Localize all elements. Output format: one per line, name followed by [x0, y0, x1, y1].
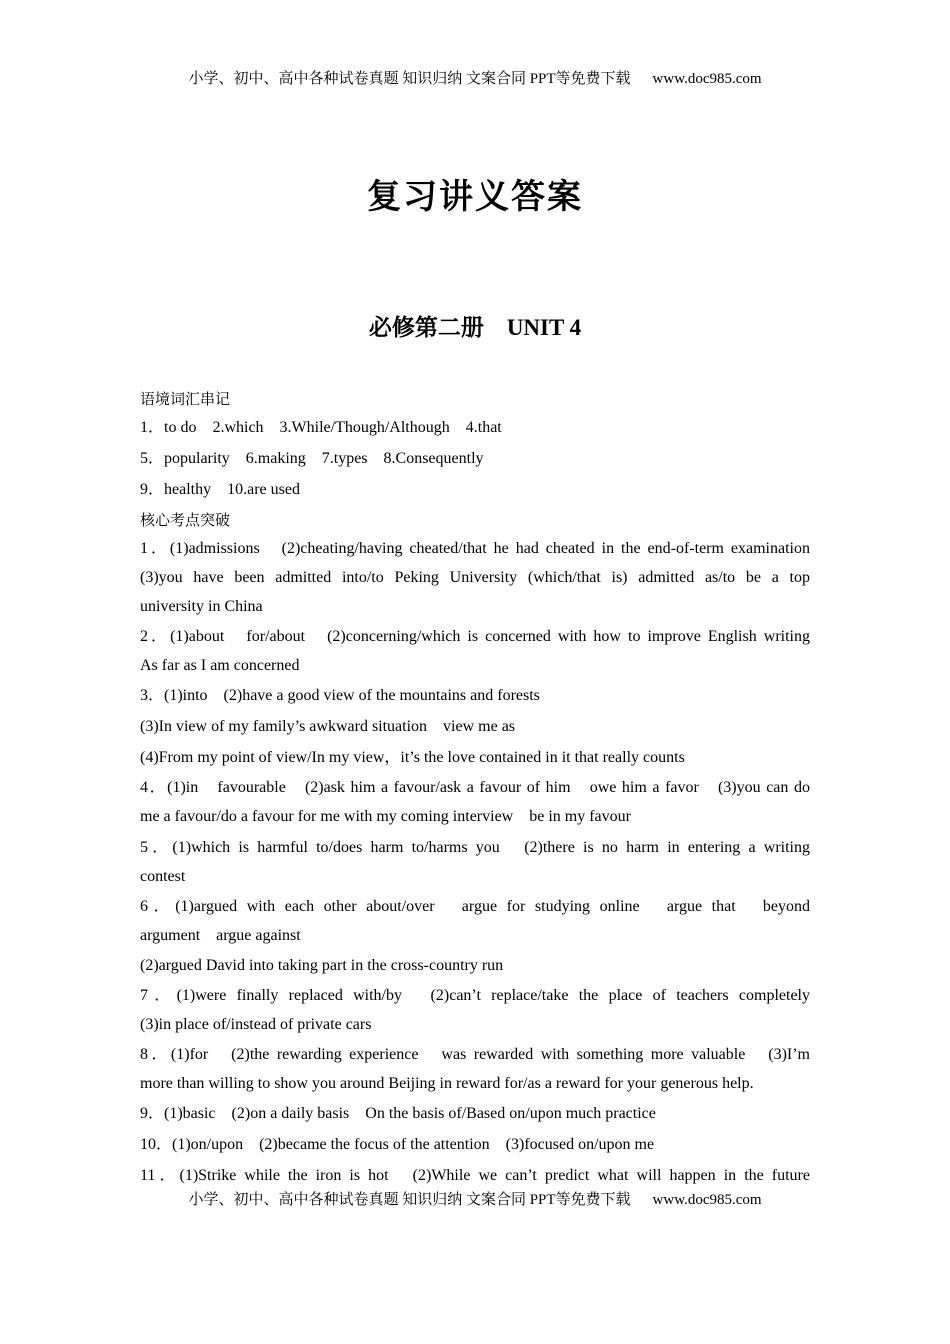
answer-line: (3)In view of my family’s awkward situation view me as	[140, 718, 516, 735]
section-heading: 核心考点突破	[140, 511, 231, 529]
header-url: www.doc985.com	[652, 71, 762, 87]
header-text: 小学、初中、高中各种试卷真题 知识归纳 文案合同 PPT等免费下载	[188, 71, 631, 87]
page-title: 复习讲义答案	[367, 177, 583, 217]
page-header	[0, 69, 950, 89]
answer-line: 9．healthy 10.are used	[140, 481, 300, 498]
unit-subtitle: 必修第二册 UNIT 4	[368, 315, 582, 340]
answer-line: 5．popularity 6.making 7.types 8.Consequently	[140, 450, 484, 467]
answer-line: 5．(1)which is harmful to/does harm to/harms you (2)there is no harm in entering a writing	[140, 839, 810, 856]
answer-line: (3)you have been admitted into/to Peking University (which/that is) admitted as/to be a top	[140, 569, 810, 586]
answer-line: 6．(1)argued with each other about/over argue for studying online argue that beyond	[140, 898, 810, 915]
answer-line: me a favour/do a favour for me with my coming interview be in my favour	[140, 808, 631, 825]
answer-line: 1．to do 2.which 3.While/Though/Although 4.that	[140, 419, 502, 436]
answer-line: university in China	[140, 598, 263, 615]
answer-line: contest	[140, 868, 186, 885]
answer-line: (4)From my point of view/In my view，it’s the love contained in it that really counts	[140, 749, 685, 766]
footer-text: 小学、初中、高中各种试卷真题 知识归纳 文案合同 PPT等免费下载	[188, 1192, 631, 1208]
answer-line: 2．(1)about for/about (2)concerning/which is concerned with how to improve English writing	[140, 628, 810, 645]
answer-line: 1．(1)admissions (2)cheating/having cheated/that he had cheated in the end-of-term examination	[140, 540, 810, 557]
answer-line: more than willing to show you around Beijing in reward for/as a reward for your generous help.	[140, 1075, 754, 1092]
answer-line: 10．(1)on/upon (2)became the focus of the attention (3)focused on/upon me	[140, 1136, 655, 1153]
answer-line: 4．(1)in favourable (2)ask him a favour/ask a favour of him owe him a favor (3)you can do	[140, 779, 810, 796]
answer-line: (3)in place of/instead of private cars	[140, 1016, 372, 1033]
answer-line: argument argue against	[140, 927, 301, 944]
page-footer	[0, 1190, 950, 1210]
answer-line: 7．(1)were finally replaced with/by (2)can’t replace/take the place of teachers completely	[140, 987, 810, 1004]
answer-line: As far as I am concerned	[140, 657, 300, 674]
answer-line: 3．(1)into (2)have a good view of the mountains and forests	[140, 687, 540, 704]
section-heading: 语境词汇串记	[140, 390, 231, 408]
answer-line: 8．(1)for (2)the rewarding experience was rewarded with something more valuable (3)I’m	[140, 1046, 810, 1063]
answer-line: 9．(1)basic (2)on a daily basis On the basis of/Based on/upon much practice	[140, 1105, 656, 1122]
footer-url: www.doc985.com	[652, 1192, 762, 1208]
answer-line: 11．(1)Strike while the iron is hot (2)While we can’t predict what will happen in the future	[140, 1167, 810, 1184]
answer-line: (2)argued David into taking part in the cross-country run	[140, 957, 504, 974]
